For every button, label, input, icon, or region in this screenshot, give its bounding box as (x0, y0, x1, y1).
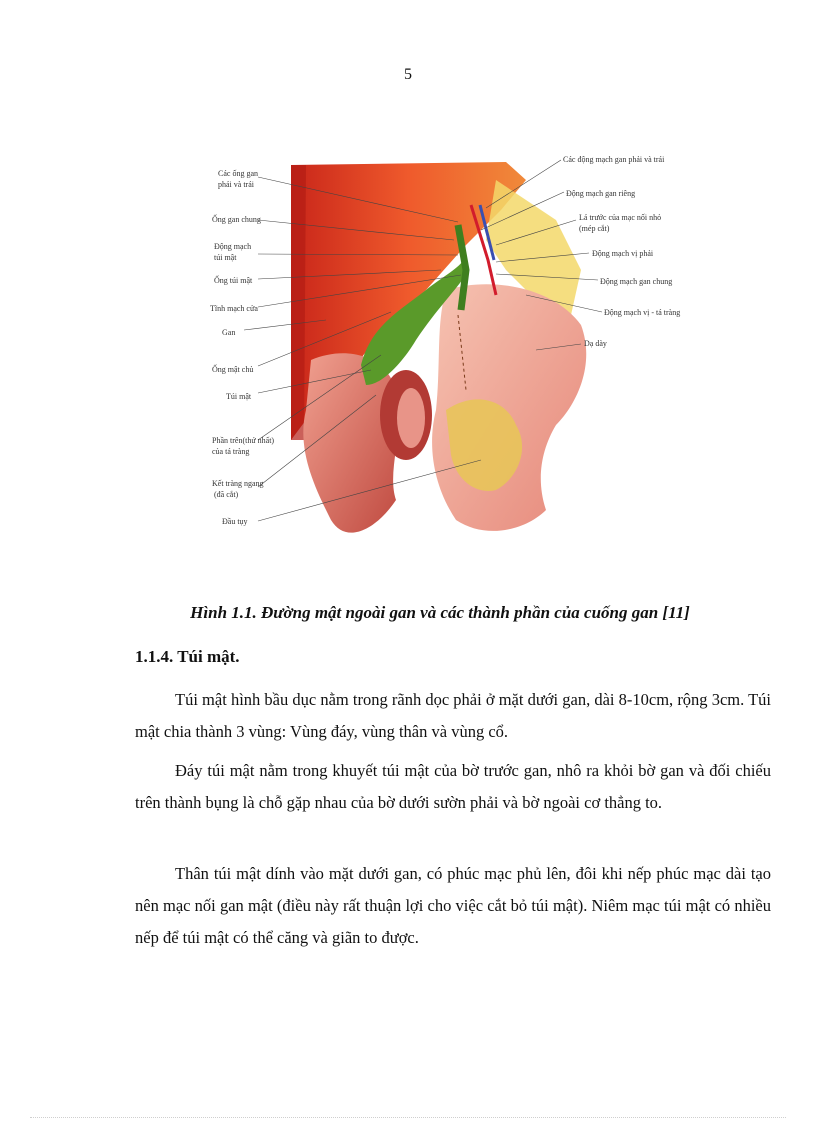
duodenum-shape (303, 353, 399, 532)
label-liver: Gan (222, 328, 236, 337)
label-hepatic-ducts-1: Các ống gan (218, 169, 258, 178)
label-right-gastric-artery: Động mạch vị phải (592, 249, 654, 258)
figure-caption: Hình 1.1. Đường mật ngoài gan và các thành phần của cuống gan [11] (190, 603, 690, 622)
label-portal-vein: Tĩnh mạch cửa (210, 304, 258, 313)
label-common-hepatic-artery: Động mạch gan chung (600, 277, 673, 286)
paragraph-3-text: Thân túi mật dính vào mặt dưới gan, có phúc mạc phủ lên, đôi khi nếp phúc mạc dài tạo nên mạc nối gan mật (điều này rất thuận lợi cho việc cắt bỏ túi mật). Niêm mạc túi mật có nhiều nếp để túi mật có thể căng và giãn to được. (135, 864, 771, 947)
label-transverse-colon-1: Kết tràng ngang (212, 479, 264, 488)
label-cystic-duct: Ống túi mật (214, 276, 253, 285)
label-gastroduodenal-artery: Động mạch vị - tá tràng (604, 308, 681, 317)
label-duodenum-2: của tá tràng (212, 447, 250, 456)
page-number: 5 (404, 66, 412, 83)
label-transverse-colon-2: (đã cắt) (214, 490, 239, 499)
paragraph-2 (135, 755, 771, 819)
label-lesser-omentum-1: Lá trước của mạc nối nhỏ (579, 213, 662, 222)
label-common-hepatic-duct: Ống gan chung (212, 215, 261, 224)
label-gallbladder: Túi mật (226, 392, 252, 401)
label-hepatic-ducts-2: phải và trái (218, 180, 254, 189)
label-cystic-artery-1: Động mạch (214, 242, 252, 251)
label-lesser-omentum-2: (mép cắt) (579, 224, 610, 233)
label-pancreas-head: Đầu tụy (222, 517, 248, 526)
page-bottom-divider (30, 1117, 786, 1118)
paragraph-2-text: Đáy túi mật nằm trong khuyết túi mật của bờ trước gan, nhô ra khỏi bờ gan và đối chiếu trên thành bụng là chỗ gặp nhau của bờ dưới sườn phải và bờ ngoài cơ thẳng to. (135, 761, 771, 812)
label-duodenum-1: Phần trên(thứ nhất) (212, 436, 275, 445)
label-hepatic-arteries: Các động mạch gan phải và trái (563, 155, 665, 164)
anatomy-illustration (196, 150, 716, 570)
label-proper-hepatic-artery: Động mạch gan riêng (566, 189, 636, 198)
paragraph-1-text: Túi mật hình bầu dục nằm trong rãnh dọc phải ở mặt dưới gan, dài 8-10cm, rộng 3cm. Túi mật chia thành 3 vùng: Vùng đáy, vùng thân và vùng cổ. (135, 690, 771, 741)
paragraph-3 (135, 858, 771, 954)
anatomy-figure (196, 150, 716, 570)
liver-edge (291, 165, 306, 440)
transverse-colon-lumen (397, 388, 425, 448)
label-common-bile-duct: Ống mật chủ (212, 365, 254, 374)
label-stomach: Dạ dày (584, 339, 607, 348)
paragraph-1 (135, 684, 771, 748)
section-heading: 1.1.4. Túi mật. (135, 647, 240, 666)
label-cystic-artery-2: túi mật (214, 253, 237, 262)
